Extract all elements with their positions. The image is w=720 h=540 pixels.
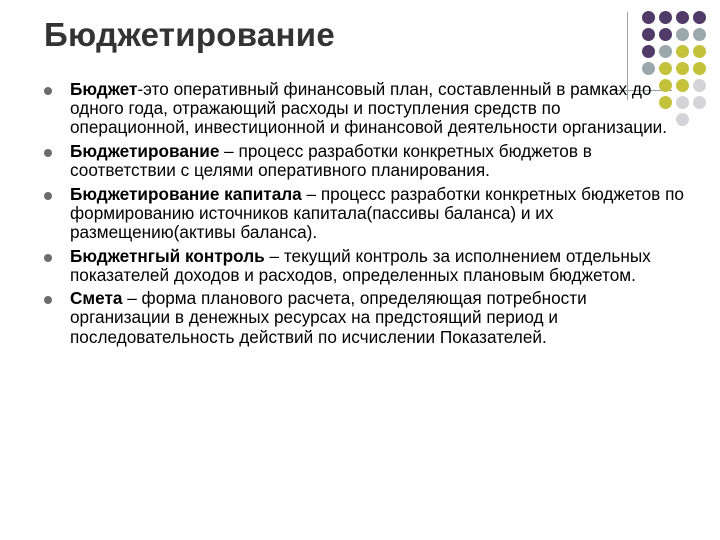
bullet-text: -это оперативный финансовый план, составленный в рамках до одного года, отражающий расходы и поступления средств по операционной, инвестиционной и финансовой деятельности организации. (70, 79, 668, 138)
bullet-item (44, 247, 684, 285)
bullet-dot-icon (44, 149, 52, 157)
bullet-text: – процесс разработки конкретных бюджетов по формированию источников капитала(пассивы баланса) и их размещению(активы баланса). (70, 183, 684, 242)
decorative-dot (693, 62, 706, 75)
bullet-term: Смета (70, 288, 123, 309)
bullet-item (44, 142, 684, 180)
decorative-dot (642, 11, 655, 24)
bullet-dot-icon (44, 192, 52, 200)
decorative-dot (693, 45, 706, 58)
bullet-item (44, 289, 684, 346)
decorative-dot (659, 45, 672, 58)
decorative-dot (642, 45, 655, 58)
decorative-dot (659, 62, 672, 75)
decorative-dot (676, 28, 689, 41)
slide-title: Бюджетирование (44, 16, 336, 53)
decorative-dot (642, 28, 655, 41)
decorative-dot (659, 28, 672, 41)
bullet-item (44, 80, 684, 137)
bullet-text: – текущий контроль за исполнением отдельных показателей доходов и расходов, определенных плановым бюджетом. (70, 245, 651, 285)
bullet-term: Бюджетирование (70, 140, 220, 161)
bullet-dot-icon (44, 87, 52, 95)
bullet-text: – форма планового расчета, определяющая потребности организации в денежных ресурсах на предстоящий период и последовательность действий по исчислении Показателей. (70, 288, 587, 347)
bullet-dot-icon (44, 254, 52, 262)
decorative-dot (693, 79, 706, 92)
decorative-dot (659, 11, 672, 24)
decorative-dot (676, 45, 689, 58)
decorative-dot (693, 28, 706, 41)
bullet-term: Бюджетнгый контроль (70, 245, 265, 266)
bullet-item (44, 185, 684, 242)
bullet-dot-icon (44, 296, 52, 304)
bullet-text: – процесс разработки конкретных бюджетов в соответствии с целями оперативного планирования. (70, 140, 592, 180)
decorative-dot (693, 96, 706, 109)
decorative-dot (676, 62, 689, 75)
bullet-list (44, 80, 684, 351)
decorative-dot (693, 11, 706, 24)
decorative-dot (642, 62, 655, 75)
decorative-dot (676, 11, 689, 24)
bullet-term: Бюджет (70, 79, 138, 99)
bullet-term: Бюджетирование капитала (70, 183, 302, 204)
